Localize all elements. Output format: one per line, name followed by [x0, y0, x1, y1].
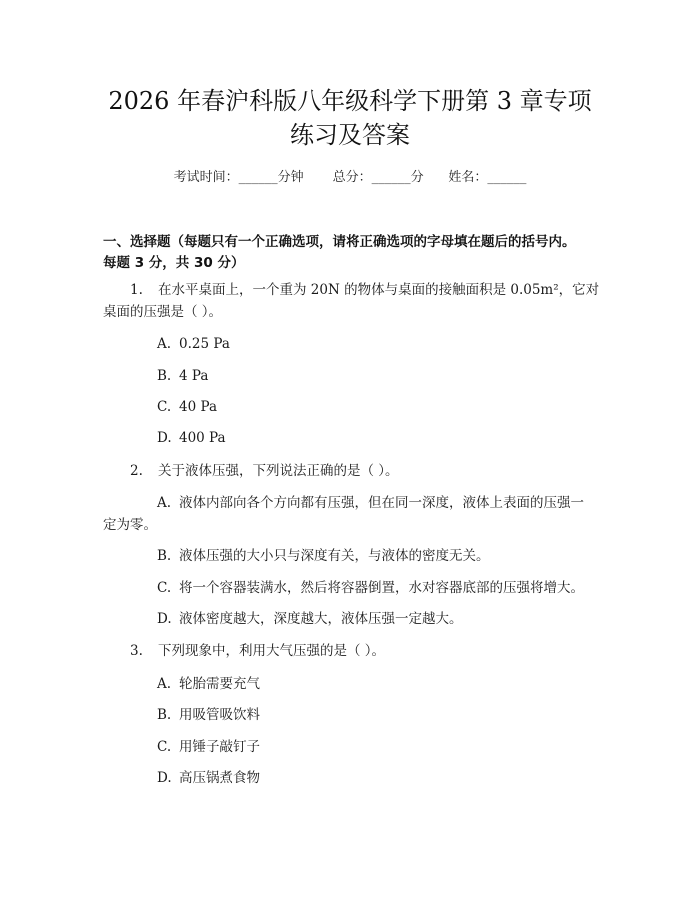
section-heading-line1: 一、选择题（每题只有一个正确选项，请将正确选项的字母填在题后的括号内。 [103, 234, 576, 250]
question-2-text: 关于液体压强，下列说法正确的是（ ）。 [158, 463, 399, 479]
option-label: C. [157, 399, 172, 415]
exam-time-blank: ______ [238, 170, 278, 185]
option-text: 用吸管吸饮料 [179, 707, 260, 723]
name-label: 姓名： [448, 170, 488, 185]
question-2-stem [130, 461, 399, 481]
question-1-number: 1. [130, 282, 143, 298]
page-title-line1: 2026 年春沪科版八年级科学下册第 3 章专项 [108, 87, 592, 115]
question-2-option-a-cont: 定为零。 [103, 517, 157, 533]
option-text: 液体压强的大小只与深度有关，与液体的密度无关。 [179, 548, 490, 564]
option-label: C. [157, 580, 172, 596]
option-text: 用锤子敲钉子 [179, 739, 260, 755]
option-text: 0.25 Pa [179, 336, 230, 352]
option-label: B. [157, 368, 172, 384]
option-label: C. [157, 739, 172, 755]
question-3-option-b [157, 705, 260, 725]
question-2-number: 2. [130, 463, 143, 479]
option-label: D. [157, 430, 172, 446]
option-text: 液体内部向各个方向都有压强，但在同一深度，液体上表面的压强一 [179, 495, 584, 511]
option-text: 将一个容器装满水，然后将容器倒置，水对容器底部的压强将增大。 [179, 580, 584, 596]
option-label: B. [157, 548, 172, 564]
total-score-blank: ______ [371, 170, 411, 185]
question-3-option-c [157, 737, 260, 757]
question-2-option-c [157, 578, 584, 598]
question-3-option-d [157, 768, 260, 788]
question-1-text-line1: 在水平桌面上，一个重为 20N 的物体与桌面的接触面积是 0.05m²，它对 [158, 282, 600, 298]
section-heading [103, 232, 603, 274]
question-2-option-d [157, 609, 463, 629]
option-text: 高压锅煮食物 [179, 770, 260, 786]
option-text: 400 Pa [179, 430, 226, 446]
option-text: 4 Pa [179, 368, 209, 384]
question-2-option-a [157, 493, 584, 513]
option-text: 轮胎需要充气 [179, 676, 260, 692]
option-label: B. [157, 707, 172, 723]
option-label: A. [157, 495, 172, 511]
question-1-option-a [157, 334, 230, 354]
option-label: A. [157, 676, 172, 692]
exam-info-row [0, 169, 700, 187]
option-text: 40 Pa [179, 399, 217, 415]
total-score-unit: 分 [410, 170, 424, 185]
name-blank: ______ [487, 170, 527, 185]
option-label: D. [157, 770, 172, 786]
question-3-number: 3. [130, 643, 143, 659]
question-3-stem [130, 641, 385, 661]
section-heading-line2: 每题 3 分，共 30 分） [103, 255, 245, 271]
exam-time-label: 考试时间： [173, 170, 239, 185]
question-3-option-a [157, 674, 260, 694]
page-title-line2: 练习及答案 [290, 121, 410, 149]
question-2-option-b [157, 546, 490, 566]
option-label: A. [157, 336, 172, 352]
question-1-option-c [157, 397, 217, 417]
option-label: D. [157, 611, 172, 627]
total-score-label: 总分： [332, 170, 372, 185]
question-1-option-d [157, 428, 226, 448]
question-1-stem [130, 280, 599, 300]
question-1-option-b [157, 366, 208, 386]
option-text: 液体密度越大，深度越大，液体压强一定越大。 [179, 611, 463, 627]
question-1-text-line2: 桌面的压强是（ ）。 [103, 304, 223, 320]
question-3-text: 下列现象中，利用大气压强的是（ ）。 [158, 643, 386, 659]
exam-time-unit: 分钟 [277, 170, 304, 185]
